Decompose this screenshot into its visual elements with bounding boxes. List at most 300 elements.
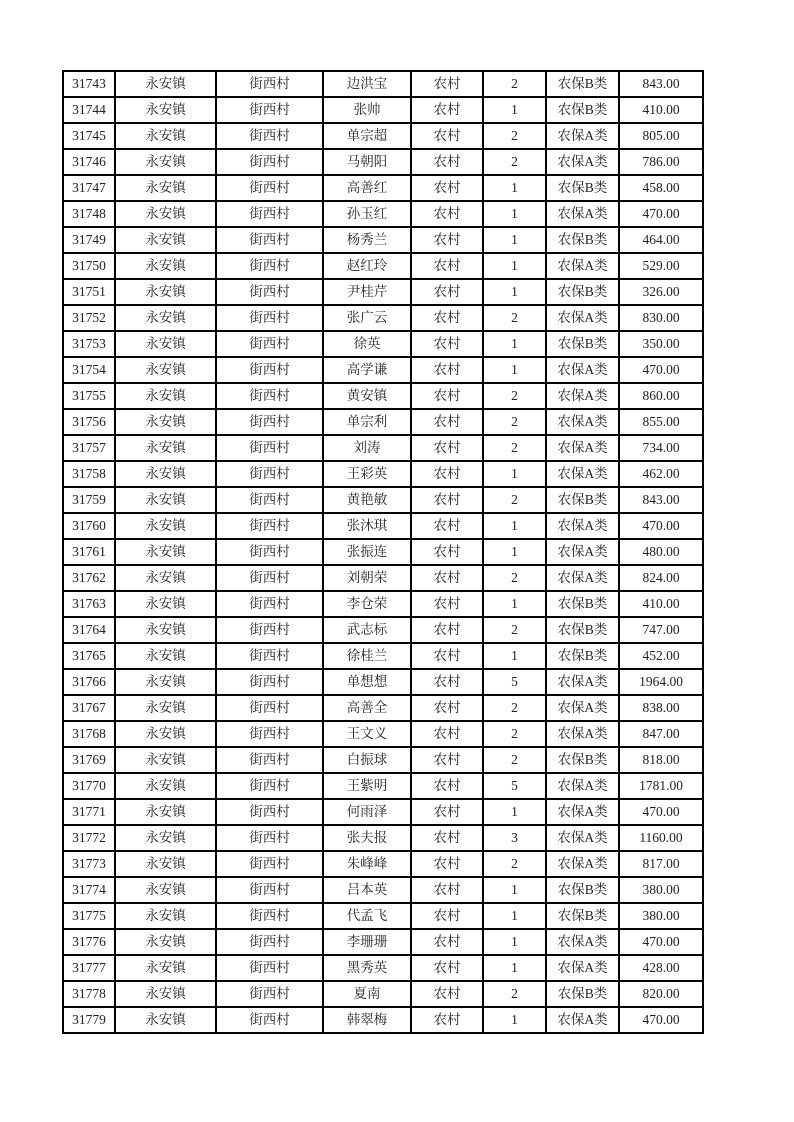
- cell-record-id: 31775: [63, 903, 115, 929]
- cell-person-count: 2: [483, 851, 546, 877]
- table-row: [63, 435, 703, 461]
- cell-person-name: 高善全: [323, 695, 411, 721]
- cell-person-count: 1: [483, 513, 546, 539]
- cell-insurance-class: 农保A类: [546, 695, 619, 721]
- cell-record-id: 31763: [63, 591, 115, 617]
- cell-village: 街西村: [216, 1007, 323, 1033]
- cell-person-count: 2: [483, 383, 546, 409]
- cell-village: 街西村: [216, 435, 323, 461]
- cell-village: 街西村: [216, 669, 323, 695]
- cell-person-name: 夏南: [323, 981, 411, 1007]
- cell-insurance-class: 农保A类: [546, 383, 619, 409]
- cell-town: 永安镇: [115, 149, 216, 175]
- table-row: [63, 695, 703, 721]
- table-row: [63, 201, 703, 227]
- cell-person-name: 边洪宝: [323, 71, 411, 97]
- cell-town: 永安镇: [115, 617, 216, 643]
- cell-village: 街西村: [216, 617, 323, 643]
- table-row: [63, 669, 703, 695]
- cell-person-count: 1: [483, 461, 546, 487]
- cell-insurance-class: 农保A类: [546, 201, 619, 227]
- cell-amount: 734.00: [619, 435, 703, 461]
- cell-residence-type: 农村: [411, 825, 483, 851]
- cell-village: 街西村: [216, 565, 323, 591]
- cell-record-id: 31766: [63, 669, 115, 695]
- cell-amount: 786.00: [619, 149, 703, 175]
- cell-person-name: 孙玉红: [323, 201, 411, 227]
- cell-residence-type: 农村: [411, 123, 483, 149]
- table-row: [63, 487, 703, 513]
- table-row: [63, 305, 703, 331]
- cell-person-name: 杨秀兰: [323, 227, 411, 253]
- cell-insurance-class: 农保A类: [546, 565, 619, 591]
- cell-amount: 805.00: [619, 123, 703, 149]
- cell-person-name: 高善红: [323, 175, 411, 201]
- cell-town: 永安镇: [115, 227, 216, 253]
- cell-person-count: 1: [483, 227, 546, 253]
- cell-record-id: 31759: [63, 487, 115, 513]
- cell-insurance-class: 农保B类: [546, 175, 619, 201]
- cell-insurance-class: 农保A类: [546, 721, 619, 747]
- table-row: [63, 955, 703, 981]
- cell-person-count: 1: [483, 539, 546, 565]
- cell-residence-type: 农村: [411, 253, 483, 279]
- cell-person-count: 1: [483, 955, 546, 981]
- cell-village: 街西村: [216, 721, 323, 747]
- cell-village: 街西村: [216, 227, 323, 253]
- cell-person-count: 1: [483, 331, 546, 357]
- cell-village: 街西村: [216, 929, 323, 955]
- table-row: [63, 123, 703, 149]
- cell-town: 永安镇: [115, 669, 216, 695]
- cell-record-id: 31770: [63, 773, 115, 799]
- cell-residence-type: 农村: [411, 513, 483, 539]
- cell-insurance-class: 农保A类: [546, 773, 619, 799]
- cell-insurance-class: 农保A类: [546, 513, 619, 539]
- cell-amount: 824.00: [619, 565, 703, 591]
- table-row: [63, 773, 703, 799]
- cell-village: 街西村: [216, 695, 323, 721]
- cell-insurance-class: 农保A类: [546, 825, 619, 851]
- cell-amount: 480.00: [619, 539, 703, 565]
- table-row: [63, 591, 703, 617]
- cell-residence-type: 农村: [411, 175, 483, 201]
- cell-amount: 380.00: [619, 877, 703, 903]
- cell-record-id: 31772: [63, 825, 115, 851]
- cell-residence-type: 农村: [411, 643, 483, 669]
- cell-amount: 410.00: [619, 591, 703, 617]
- cell-town: 永安镇: [115, 799, 216, 825]
- cell-person-count: 1: [483, 175, 546, 201]
- cell-insurance-class: 农保A类: [546, 669, 619, 695]
- cell-town: 永安镇: [115, 357, 216, 383]
- cell-record-id: 31774: [63, 877, 115, 903]
- cell-record-id: 31765: [63, 643, 115, 669]
- table-row: [63, 643, 703, 669]
- cell-residence-type: 农村: [411, 591, 483, 617]
- cell-residence-type: 农村: [411, 955, 483, 981]
- cell-residence-type: 农村: [411, 539, 483, 565]
- cell-person-count: 1: [483, 201, 546, 227]
- cell-residence-type: 农村: [411, 1007, 483, 1033]
- cell-amount: 458.00: [619, 175, 703, 201]
- cell-insurance-class: 农保A类: [546, 851, 619, 877]
- cell-town: 永安镇: [115, 747, 216, 773]
- table-row: [63, 799, 703, 825]
- cell-person-count: 5: [483, 669, 546, 695]
- cell-person-name: 王紫明: [323, 773, 411, 799]
- cell-insurance-class: 农保B类: [546, 331, 619, 357]
- cell-person-count: 1: [483, 591, 546, 617]
- cell-record-id: 31748: [63, 201, 115, 227]
- cell-person-name: 张夫报: [323, 825, 411, 851]
- cell-record-id: 31779: [63, 1007, 115, 1033]
- cell-residence-type: 农村: [411, 227, 483, 253]
- cell-insurance-class: 农保A类: [546, 357, 619, 383]
- cell-village: 街西村: [216, 851, 323, 877]
- cell-record-id: 31767: [63, 695, 115, 721]
- cell-record-id: 31745: [63, 123, 115, 149]
- cell-town: 永安镇: [115, 513, 216, 539]
- cell-amount: 1781.00: [619, 773, 703, 799]
- cell-town: 永安镇: [115, 409, 216, 435]
- table-body: [63, 71, 703, 1033]
- cell-residence-type: 农村: [411, 97, 483, 123]
- table-row: [63, 461, 703, 487]
- cell-town: 永安镇: [115, 929, 216, 955]
- cell-residence-type: 农村: [411, 279, 483, 305]
- cell-village: 街西村: [216, 357, 323, 383]
- cell-town: 永安镇: [115, 201, 216, 227]
- cell-record-id: 31758: [63, 461, 115, 487]
- cell-insurance-class: 农保B类: [546, 227, 619, 253]
- table-row: [63, 97, 703, 123]
- cell-person-count: 1: [483, 279, 546, 305]
- cell-village: 街西村: [216, 513, 323, 539]
- cell-residence-type: 农村: [411, 773, 483, 799]
- cell-town: 永安镇: [115, 461, 216, 487]
- cell-insurance-class: 农保A类: [546, 305, 619, 331]
- cell-insurance-class: 农保B类: [546, 279, 619, 305]
- cell-residence-type: 农村: [411, 669, 483, 695]
- cell-person-count: 2: [483, 435, 546, 461]
- cell-person-name: 高学谦: [323, 357, 411, 383]
- table-row: [63, 721, 703, 747]
- cell-amount: 843.00: [619, 71, 703, 97]
- cell-record-id: 31764: [63, 617, 115, 643]
- cell-town: 永安镇: [115, 253, 216, 279]
- cell-residence-type: 农村: [411, 305, 483, 331]
- cell-town: 永安镇: [115, 565, 216, 591]
- cell-record-id: 31751: [63, 279, 115, 305]
- table-row: [63, 175, 703, 201]
- cell-town: 永安镇: [115, 981, 216, 1007]
- cell-person-count: 2: [483, 617, 546, 643]
- cell-residence-type: 农村: [411, 565, 483, 591]
- cell-village: 街西村: [216, 71, 323, 97]
- cell-person-name: 代孟飞: [323, 903, 411, 929]
- cell-insurance-class: 农保B类: [546, 617, 619, 643]
- cell-record-id: 31773: [63, 851, 115, 877]
- cell-insurance-class: 农保B类: [546, 981, 619, 1007]
- cell-amount: 470.00: [619, 929, 703, 955]
- cell-record-id: 31762: [63, 565, 115, 591]
- cell-person-count: 1: [483, 799, 546, 825]
- cell-person-name: 刘朝荣: [323, 565, 411, 591]
- cell-amount: 830.00: [619, 305, 703, 331]
- cell-person-count: 2: [483, 981, 546, 1007]
- cell-residence-type: 农村: [411, 71, 483, 97]
- cell-town: 永安镇: [115, 383, 216, 409]
- cell-residence-type: 农村: [411, 409, 483, 435]
- cell-record-id: 31778: [63, 981, 115, 1007]
- table-row: [63, 513, 703, 539]
- cell-village: 街西村: [216, 981, 323, 1007]
- cell-village: 街西村: [216, 877, 323, 903]
- cell-residence-type: 农村: [411, 721, 483, 747]
- cell-record-id: 31754: [63, 357, 115, 383]
- table-row: [63, 409, 703, 435]
- cell-record-id: 31747: [63, 175, 115, 201]
- cell-insurance-class: 农保B类: [546, 643, 619, 669]
- cell-person-name: 单宗利: [323, 409, 411, 435]
- cell-town: 永安镇: [115, 955, 216, 981]
- cell-amount: 817.00: [619, 851, 703, 877]
- table-row: [63, 1007, 703, 1033]
- cell-amount: 1964.00: [619, 669, 703, 695]
- cell-person-count: 1: [483, 929, 546, 955]
- cell-village: 街西村: [216, 747, 323, 773]
- cell-residence-type: 农村: [411, 877, 483, 903]
- cell-amount: 326.00: [619, 279, 703, 305]
- cell-village: 街西村: [216, 201, 323, 227]
- cell-insurance-class: 农保A类: [546, 123, 619, 149]
- cell-town: 永安镇: [115, 123, 216, 149]
- cell-person-count: 2: [483, 565, 546, 591]
- cell-amount: 529.00: [619, 253, 703, 279]
- cell-village: 街西村: [216, 461, 323, 487]
- cell-residence-type: 农村: [411, 435, 483, 461]
- table-row: [63, 617, 703, 643]
- cell-residence-type: 农村: [411, 747, 483, 773]
- cell-record-id: 31761: [63, 539, 115, 565]
- cell-record-id: 31753: [63, 331, 115, 357]
- table-row: [63, 71, 703, 97]
- cell-town: 永安镇: [115, 721, 216, 747]
- table-row: [63, 877, 703, 903]
- cell-residence-type: 农村: [411, 149, 483, 175]
- cell-residence-type: 农村: [411, 799, 483, 825]
- cell-record-id: 31756: [63, 409, 115, 435]
- cell-village: 街西村: [216, 799, 323, 825]
- cell-person-name: 张广云: [323, 305, 411, 331]
- table-row: [63, 357, 703, 383]
- cell-record-id: 31760: [63, 513, 115, 539]
- cell-person-count: 1: [483, 1007, 546, 1033]
- cell-insurance-class: 农保A类: [546, 461, 619, 487]
- cell-amount: 838.00: [619, 695, 703, 721]
- cell-person-name: 徐英: [323, 331, 411, 357]
- table-row: [63, 279, 703, 305]
- cell-village: 街西村: [216, 123, 323, 149]
- cell-village: 街西村: [216, 903, 323, 929]
- cell-amount: 820.00: [619, 981, 703, 1007]
- cell-village: 街西村: [216, 591, 323, 617]
- cell-amount: 470.00: [619, 201, 703, 227]
- table-row: [63, 903, 703, 929]
- cell-person-count: 2: [483, 123, 546, 149]
- cell-amount: 470.00: [619, 1007, 703, 1033]
- cell-person-name: 张沐琪: [323, 513, 411, 539]
- cell-insurance-class: 农保B类: [546, 877, 619, 903]
- cell-person-name: 马朝阳: [323, 149, 411, 175]
- cell-person-count: 3: [483, 825, 546, 851]
- cell-person-count: 2: [483, 487, 546, 513]
- cell-town: 永安镇: [115, 71, 216, 97]
- table-row: [63, 149, 703, 175]
- cell-village: 街西村: [216, 97, 323, 123]
- cell-record-id: 31749: [63, 227, 115, 253]
- table-row: [63, 227, 703, 253]
- cell-village: 街西村: [216, 253, 323, 279]
- cell-person-count: 2: [483, 721, 546, 747]
- cell-insurance-class: 农保A类: [546, 253, 619, 279]
- cell-insurance-class: 农保A类: [546, 1007, 619, 1033]
- table-row: [63, 253, 703, 279]
- cell-town: 永安镇: [115, 1007, 216, 1033]
- cell-town: 永安镇: [115, 305, 216, 331]
- cell-village: 街西村: [216, 305, 323, 331]
- cell-person-name: 单宗超: [323, 123, 411, 149]
- cell-person-name: 黑秀英: [323, 955, 411, 981]
- cell-insurance-class: 农保A类: [546, 799, 619, 825]
- table-row: [63, 747, 703, 773]
- cell-town: 永安镇: [115, 851, 216, 877]
- cell-residence-type: 农村: [411, 617, 483, 643]
- cell-amount: 464.00: [619, 227, 703, 253]
- cell-person-name: 张振连: [323, 539, 411, 565]
- cell-record-id: 31744: [63, 97, 115, 123]
- cell-town: 永安镇: [115, 825, 216, 851]
- cell-person-name: 武志标: [323, 617, 411, 643]
- cell-amount: 1160.00: [619, 825, 703, 851]
- table-row: [63, 565, 703, 591]
- cell-insurance-class: 农保B类: [546, 591, 619, 617]
- cell-town: 永安镇: [115, 487, 216, 513]
- cell-insurance-class: 农保B类: [546, 903, 619, 929]
- cell-person-name: 张帅: [323, 97, 411, 123]
- cell-amount: 860.00: [619, 383, 703, 409]
- cell-village: 街西村: [216, 331, 323, 357]
- cell-person-count: 5: [483, 773, 546, 799]
- cell-person-name: 韩翠梅: [323, 1007, 411, 1033]
- cell-person-count: 1: [483, 643, 546, 669]
- cell-amount: 410.00: [619, 97, 703, 123]
- cell-town: 永安镇: [115, 331, 216, 357]
- cell-village: 街西村: [216, 383, 323, 409]
- cell-village: 街西村: [216, 409, 323, 435]
- cell-person-name: 王文义: [323, 721, 411, 747]
- cell-amount: 818.00: [619, 747, 703, 773]
- table-sheet: [62, 70, 704, 1034]
- cell-village: 街西村: [216, 279, 323, 305]
- cell-person-name: 赵红玲: [323, 253, 411, 279]
- table-row: [63, 825, 703, 851]
- cell-amount: 843.00: [619, 487, 703, 513]
- cell-person-name: 何雨泽: [323, 799, 411, 825]
- cell-person-name: 刘涛: [323, 435, 411, 461]
- cell-insurance-class: 农保A类: [546, 409, 619, 435]
- cell-insurance-class: 农保B类: [546, 97, 619, 123]
- cell-town: 永安镇: [115, 591, 216, 617]
- cell-record-id: 31769: [63, 747, 115, 773]
- cell-person-count: 1: [483, 903, 546, 929]
- cell-residence-type: 农村: [411, 487, 483, 513]
- cell-insurance-class: 农保B类: [546, 71, 619, 97]
- cell-residence-type: 农村: [411, 851, 483, 877]
- cell-person-count: 2: [483, 149, 546, 175]
- cell-village: 街西村: [216, 643, 323, 669]
- cell-residence-type: 农村: [411, 981, 483, 1007]
- cell-residence-type: 农村: [411, 929, 483, 955]
- cell-residence-type: 农村: [411, 383, 483, 409]
- cell-person-count: 2: [483, 409, 546, 435]
- cell-amount: 847.00: [619, 721, 703, 747]
- cell-town: 永安镇: [115, 435, 216, 461]
- cell-residence-type: 农村: [411, 695, 483, 721]
- cell-person-name: 黄艳敏: [323, 487, 411, 513]
- table-row: [63, 851, 703, 877]
- cell-town: 永安镇: [115, 695, 216, 721]
- cell-person-name: 王彩英: [323, 461, 411, 487]
- cell-town: 永安镇: [115, 175, 216, 201]
- cell-town: 永安镇: [115, 643, 216, 669]
- cell-residence-type: 农村: [411, 461, 483, 487]
- cell-insurance-class: 农保A类: [546, 435, 619, 461]
- cell-residence-type: 农村: [411, 903, 483, 929]
- cell-record-id: 31750: [63, 253, 115, 279]
- cell-record-id: 31757: [63, 435, 115, 461]
- cell-village: 街西村: [216, 149, 323, 175]
- cell-person-name: 白振球: [323, 747, 411, 773]
- cell-person-name: 李仓荣: [323, 591, 411, 617]
- cell-town: 永安镇: [115, 279, 216, 305]
- cell-insurance-class: 农保A类: [546, 955, 619, 981]
- cell-town: 永安镇: [115, 773, 216, 799]
- cell-person-count: 2: [483, 747, 546, 773]
- table-row: [63, 981, 703, 1007]
- cell-person-name: 朱峰峰: [323, 851, 411, 877]
- cell-person-count: 1: [483, 253, 546, 279]
- cell-person-count: 1: [483, 357, 546, 383]
- cell-village: 街西村: [216, 773, 323, 799]
- cell-insurance-class: 农保A类: [546, 149, 619, 175]
- cell-village: 街西村: [216, 487, 323, 513]
- cell-village: 街西村: [216, 825, 323, 851]
- cell-person-count: 1: [483, 877, 546, 903]
- cell-person-name: 尹桂芹: [323, 279, 411, 305]
- cell-person-count: 2: [483, 695, 546, 721]
- cell-amount: 747.00: [619, 617, 703, 643]
- cell-record-id: 31755: [63, 383, 115, 409]
- cell-amount: 428.00: [619, 955, 703, 981]
- cell-person-name: 李珊珊: [323, 929, 411, 955]
- cell-person-name: 吕本英: [323, 877, 411, 903]
- cell-residence-type: 农村: [411, 331, 483, 357]
- cell-person-name: 徐桂兰: [323, 643, 411, 669]
- cell-amount: 470.00: [619, 357, 703, 383]
- cell-amount: 855.00: [619, 409, 703, 435]
